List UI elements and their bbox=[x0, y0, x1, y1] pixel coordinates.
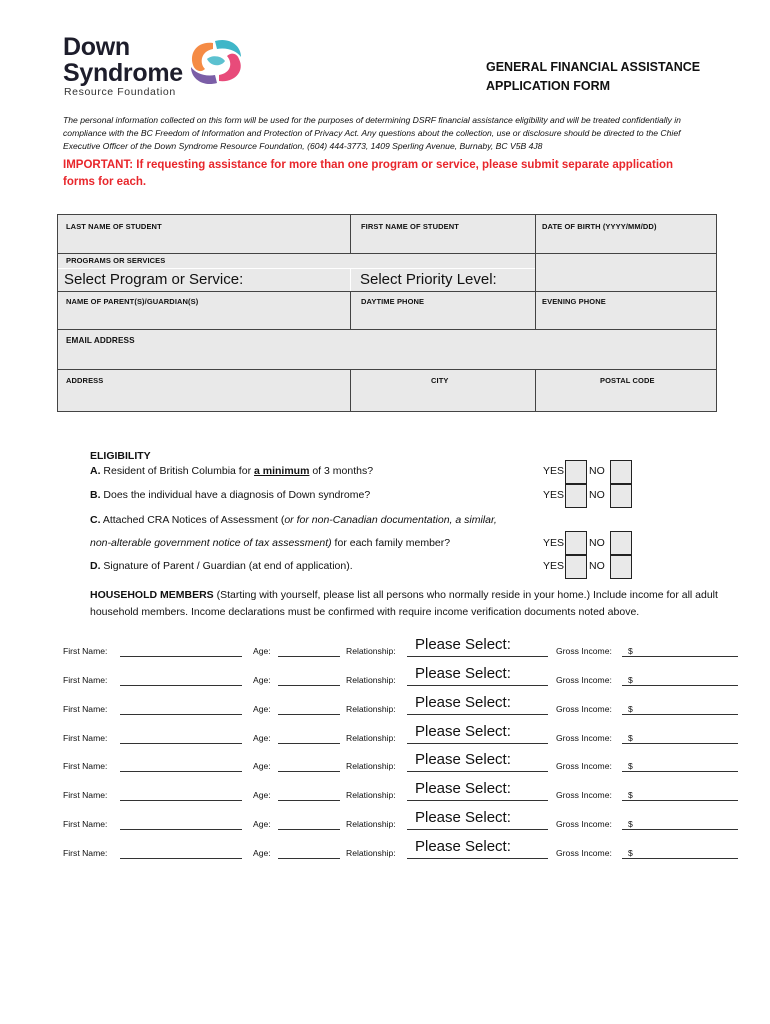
grid-divider bbox=[350, 291, 351, 329]
member-relationship-underline bbox=[407, 656, 548, 657]
priority-select-value: Select Priority Level: bbox=[360, 271, 497, 288]
member-gross-income-input[interactable] bbox=[622, 858, 738, 859]
member-age-label: Age: bbox=[253, 704, 271, 714]
member-relationship-label: Relationship: bbox=[346, 646, 396, 656]
question-d-text: Signature of Parent / Guardian (at end of application). bbox=[100, 560, 353, 572]
programs-label: PROGRAMS OR SERVICES bbox=[66, 256, 166, 265]
member-relationship-select[interactable]: Please Select: bbox=[415, 809, 511, 826]
member-age-input[interactable] bbox=[278, 771, 340, 772]
member-first-name-label: First Name: bbox=[63, 761, 108, 771]
household-heading: HOUSEHOLD MEMBERS bbox=[90, 589, 214, 601]
member-age-input[interactable] bbox=[278, 685, 340, 686]
parent-name-field[interactable] bbox=[58, 292, 350, 329]
member-first-name-input[interactable] bbox=[120, 829, 242, 830]
member-gross-income-label: Gross Income: bbox=[556, 675, 612, 685]
member-age-label: Age: bbox=[253, 819, 271, 829]
email-label: EMAIL ADDRESS bbox=[66, 336, 135, 345]
question-c-text-1: Attached CRA Notices of Assessment ( bbox=[100, 514, 285, 526]
member-first-name-input[interactable] bbox=[120, 800, 242, 801]
member-currency-symbol: $ bbox=[628, 733, 633, 743]
member-relationship-select[interactable]: Please Select: bbox=[415, 780, 511, 797]
question-c-italic-1: or for non-Canadian documentation, a similar, bbox=[284, 514, 497, 526]
address-field[interactable] bbox=[58, 370, 350, 411]
address-label: ADDRESS bbox=[66, 376, 104, 385]
postal-code-label: POSTAL CODE bbox=[600, 376, 655, 385]
logo-mark-icon bbox=[183, 37, 249, 87]
member-currency-symbol: $ bbox=[628, 848, 633, 858]
member-first-name-label: First Name: bbox=[63, 733, 108, 743]
member-relationship-label: Relationship: bbox=[346, 819, 396, 829]
question-c-text-2: for each family member? bbox=[331, 537, 451, 549]
member-relationship-select[interactable]: Please Select: bbox=[415, 723, 511, 740]
member-gross-income-label: Gross Income: bbox=[556, 646, 612, 656]
parent-name-label: NAME OF PARENT(S)/GUARDIAN(S) bbox=[66, 297, 199, 306]
dob-label: DATE OF BIRTH (YYYY/MM/DD) bbox=[542, 222, 657, 231]
member-gross-income-input[interactable] bbox=[622, 800, 738, 801]
member-age-label: Age: bbox=[253, 646, 271, 656]
member-gross-income-label: Gross Income: bbox=[556, 761, 612, 771]
question-b-prefix: B. bbox=[90, 489, 101, 501]
member-gross-income-label: Gross Income: bbox=[556, 704, 612, 714]
member-currency-symbol: $ bbox=[628, 761, 633, 771]
grid-divider bbox=[58, 369, 716, 370]
no-label: NO bbox=[589, 465, 605, 477]
member-first-name-label: First Name: bbox=[63, 704, 108, 714]
member-relationship-select[interactable]: Please Select: bbox=[415, 838, 511, 855]
evening-phone-field[interactable] bbox=[536, 292, 716, 329]
yes-label: YES bbox=[543, 465, 565, 477]
member-first-name-label: First Name: bbox=[63, 848, 108, 858]
member-relationship-underline bbox=[407, 743, 548, 744]
member-age-label: Age: bbox=[253, 848, 271, 858]
member-relationship-underline bbox=[407, 771, 548, 772]
member-relationship-underline bbox=[407, 800, 548, 801]
eligibility-question-a bbox=[90, 465, 373, 477]
member-currency-symbol: $ bbox=[628, 675, 633, 685]
member-currency-symbol: $ bbox=[628, 790, 633, 800]
question-a-yes-checkbox[interactable] bbox=[565, 460, 587, 484]
member-gross-income-label: Gross Income: bbox=[556, 790, 612, 800]
member-gross-income-input[interactable] bbox=[622, 685, 738, 686]
logo-line-2: Syndrome bbox=[63, 59, 183, 87]
question-c-prefix: C. bbox=[90, 514, 101, 526]
member-first-name-input[interactable] bbox=[120, 771, 242, 772]
question-b-yes-checkbox[interactable] bbox=[565, 484, 587, 508]
member-relationship-label: Relationship: bbox=[346, 790, 396, 800]
student-info-grid bbox=[57, 214, 717, 412]
question-a-text-1: Resident of British Columbia for bbox=[100, 465, 254, 477]
eligibility-question-c-cont bbox=[90, 537, 450, 549]
member-age-label: Age: bbox=[253, 733, 271, 743]
member-first-name-label: First Name: bbox=[63, 790, 108, 800]
question-a-text-2: of 3 months? bbox=[309, 465, 374, 477]
member-gross-income-label: Gross Income: bbox=[556, 819, 612, 829]
form-title bbox=[486, 58, 700, 96]
member-first-name-input[interactable] bbox=[120, 858, 242, 859]
member-relationship-underline bbox=[407, 858, 548, 859]
household-text: (Starting with yourself, please list all persons who normally reside in your home.) Include income for all adult household members. Income declarations must be confirmed with require income verification documents noted above. bbox=[90, 589, 718, 618]
member-gross-income-input[interactable] bbox=[622, 743, 738, 744]
grid-divider bbox=[535, 369, 536, 411]
member-relationship-label: Relationship: bbox=[346, 733, 396, 743]
privacy-notice: The personal information collected on this form will be used for the purposes of determining DSRF financial assistance eligibility and will be treated confidentially in compliance with the BC Freedom of Information and Protection of Privacy Act. Any questions about the collection, use or disclosure should be directed to the Chief Executive Officer of the Down Syndrome Resource Foundation, (604) 444-3773, 1409 Sperling Avenue, Burnaby, BC V5B 4J8 bbox=[63, 115, 681, 151]
member-gross-income-label: Gross Income: bbox=[556, 848, 612, 858]
logo-wordmark bbox=[63, 34, 183, 86]
household-instructions bbox=[90, 587, 750, 621]
member-relationship-underline bbox=[407, 829, 548, 830]
member-first-name-label: First Name: bbox=[63, 646, 108, 656]
programs-header bbox=[58, 254, 535, 268]
first-name-field[interactable] bbox=[351, 215, 535, 253]
evening-phone-label: EVENING PHONE bbox=[542, 297, 606, 306]
first-name-label: FIRST NAME OF STUDENT bbox=[361, 222, 459, 231]
member-relationship-underline bbox=[407, 714, 548, 715]
question-a-prefix: A. bbox=[90, 465, 101, 477]
eligibility-question-c bbox=[90, 514, 497, 526]
member-age-input[interactable] bbox=[278, 714, 340, 715]
member-age-input[interactable] bbox=[278, 829, 340, 830]
member-gross-income-input[interactable] bbox=[622, 771, 738, 772]
member-relationship-underline bbox=[407, 685, 548, 686]
member-first-name-input[interactable] bbox=[120, 656, 242, 657]
question-d-yes-checkbox[interactable] bbox=[565, 555, 587, 579]
member-age-input[interactable] bbox=[278, 858, 340, 859]
question-d-no-checkbox[interactable] bbox=[610, 555, 632, 579]
question-c-yes-checkbox[interactable] bbox=[565, 531, 587, 555]
member-currency-symbol: $ bbox=[628, 704, 633, 714]
member-age-input[interactable] bbox=[278, 800, 340, 801]
city-label: CITY bbox=[431, 376, 449, 385]
question-b-text: Does the individual have a diagnosis of Down syndrome? bbox=[100, 489, 371, 501]
question-b-no-checkbox[interactable] bbox=[610, 484, 632, 508]
yes-label: YES bbox=[543, 537, 565, 549]
member-relationship-label: Relationship: bbox=[346, 761, 396, 771]
important-notice: IMPORTANT: If requesting assistance for more than one program or service, please submit separate application forms for each. bbox=[63, 159, 674, 188]
member-gross-income-input[interactable] bbox=[622, 714, 738, 715]
grid-divider bbox=[58, 291, 716, 292]
member-first-name-label: First Name: bbox=[63, 819, 108, 829]
yes-label: YES bbox=[543, 489, 565, 501]
member-age-label: Age: bbox=[253, 761, 271, 771]
eligibility-question-b bbox=[90, 489, 370, 501]
grid-divider bbox=[58, 329, 716, 330]
member-first-name-input[interactable] bbox=[120, 743, 242, 744]
city-field[interactable] bbox=[351, 370, 535, 411]
member-age-input[interactable] bbox=[278, 743, 340, 744]
question-a-no-checkbox[interactable] bbox=[610, 460, 632, 484]
email-field[interactable] bbox=[58, 330, 716, 369]
member-first-name-label: First Name: bbox=[63, 675, 108, 685]
postal-code-field[interactable] bbox=[536, 370, 716, 411]
question-a-emphasis: a minimum bbox=[253, 465, 310, 477]
no-label: NO bbox=[589, 560, 605, 572]
no-label: NO bbox=[589, 489, 605, 501]
member-currency-symbol: $ bbox=[628, 819, 633, 829]
member-age-label: Age: bbox=[253, 675, 271, 685]
question-c-italic-2: non-alterable government notice of tax assessment) bbox=[90, 537, 332, 549]
member-currency-symbol: $ bbox=[628, 646, 633, 656]
member-gross-income-input[interactable] bbox=[622, 656, 738, 657]
member-gross-income-input[interactable] bbox=[622, 829, 738, 830]
logo-subtitle: Resource Foundation bbox=[64, 86, 176, 98]
question-d-prefix: D. bbox=[90, 560, 101, 572]
member-relationship-select[interactable]: Please Select: bbox=[415, 636, 511, 653]
last-name-label: LAST NAME OF STUDENT bbox=[66, 222, 162, 231]
member-relationship-label: Relationship: bbox=[346, 675, 396, 685]
form-title-line-1: GENERAL FINANCIAL ASSISTANCE bbox=[486, 60, 701, 74]
member-age-input[interactable] bbox=[278, 656, 340, 657]
daytime-phone-label: DAYTIME PHONE bbox=[361, 297, 425, 306]
eligibility-question-d bbox=[90, 560, 353, 572]
program-select[interactable] bbox=[58, 269, 350, 291]
grid-divider bbox=[58, 253, 716, 254]
member-first-name-input[interactable] bbox=[120, 685, 242, 686]
member-first-name-input[interactable] bbox=[120, 714, 242, 715]
question-c-no-checkbox[interactable] bbox=[610, 531, 632, 555]
grid-divider bbox=[350, 215, 351, 253]
member-relationship-select[interactable]: Please Select: bbox=[415, 751, 511, 768]
program-select-value: Select Program or Service: bbox=[64, 271, 244, 288]
no-label: NO bbox=[589, 537, 605, 549]
form-title-line-2: APPLICATION FORM bbox=[486, 79, 611, 93]
member-relationship-select[interactable]: Please Select: bbox=[415, 665, 511, 682]
member-relationship-label: Relationship: bbox=[346, 848, 396, 858]
grid-divider bbox=[535, 215, 536, 329]
eligibility-heading: ELIGIBILITY bbox=[90, 450, 151, 462]
member-relationship-select[interactable]: Please Select: bbox=[415, 694, 511, 711]
member-age-label: Age: bbox=[253, 790, 271, 800]
priority-select[interactable] bbox=[351, 269, 535, 291]
logo-line-1: Down bbox=[63, 33, 130, 61]
grid-divider bbox=[350, 369, 351, 411]
member-gross-income-label: Gross Income: bbox=[556, 733, 612, 743]
last-name-field[interactable] bbox=[58, 215, 350, 253]
yes-label: YES bbox=[543, 560, 565, 572]
member-relationship-label: Relationship: bbox=[346, 704, 396, 714]
daytime-phone-field[interactable] bbox=[351, 292, 535, 329]
